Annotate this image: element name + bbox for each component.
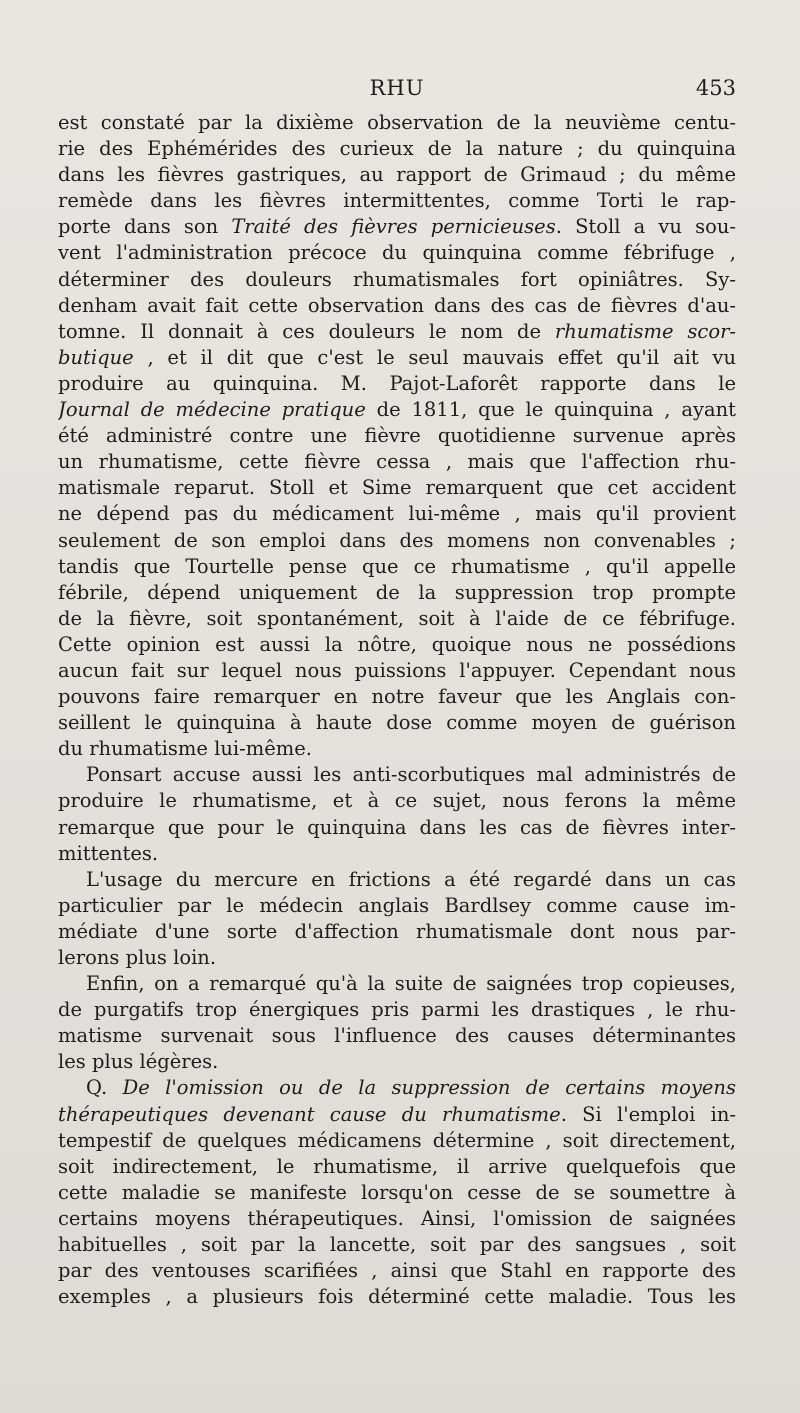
text-segment: tomne. Il donnait à ces douleurs le nom de: [58, 319, 555, 343]
text-line: [58, 214, 736, 240]
text-line: [58, 528, 736, 554]
text-line: [58, 1075, 736, 1101]
text-segment: dans les fièvres gastriques, au rapport de Grimaud ; du même: [58, 163, 736, 187]
text-line: [58, 684, 736, 710]
text-segment: remarque que pour le quinquina dans les cas de fièvres inter-: [58, 815, 736, 839]
page-number: 453: [695, 76, 736, 100]
italic-segment: De l'omission ou de la suppression de certains moyens: [122, 1076, 736, 1100]
text-line: [58, 788, 736, 814]
text-segment: matismale reparut. Stoll et Sime remarquent que cet accident: [58, 476, 736, 500]
text-line: [58, 1128, 736, 1154]
text-line: [58, 1258, 736, 1284]
text-line: [58, 1180, 736, 1206]
text-line: [58, 162, 736, 188]
text-segment: pouvons faire remarquer en notre faveur que les Anglais con-: [58, 685, 736, 709]
text-segment: denham avait fait cette observation dans des cas de fièvres d'au-: [58, 293, 736, 317]
text-segment: . Stoll a vu sou-: [555, 215, 736, 239]
body-text: [58, 110, 736, 1310]
text-line: [58, 345, 736, 371]
text-line: [58, 580, 736, 606]
text-line: [58, 658, 736, 684]
text-segment: ne dépend pas du médicament lui-même , mais qu'il provient: [58, 502, 736, 526]
text-line: [58, 919, 736, 945]
text-segment: mittentes.: [58, 841, 159, 865]
text-segment: du rhumatisme lui-même.: [58, 737, 312, 761]
text-line: [58, 267, 736, 293]
text-line: [58, 501, 736, 527]
text-segment: déterminer des douleurs rhumatismales fort opiniâtres. Sy-: [58, 267, 736, 291]
text-segment: est constaté par la dixième observation de la neuvième centu-: [58, 111, 736, 134]
italic-segment: butique: [58, 345, 134, 369]
text-line: [58, 710, 736, 736]
text-line: [58, 1023, 736, 1049]
text-segment: L'usage du mercure en frictions a été regardé dans un cas: [86, 867, 736, 891]
text-segment: lerons plus loin.: [58, 946, 217, 969]
text-line: [58, 971, 736, 997]
text-segment: de 1811, que le quinquina , ayant: [365, 398, 736, 422]
text-line: [58, 240, 736, 266]
text-segment: de la fièvre, soit spontanément, soit à l'aide de ce fébrifuge.: [58, 606, 736, 630]
text-segment: Q.: [86, 1076, 123, 1100]
text-line: [58, 423, 736, 449]
text-segment: tandis que Tourtelle pense que ce rhumatisme , qu'il appelle: [58, 554, 736, 578]
italic-segment: thérapeutiques devenant cause du rhumatisme: [58, 1102, 561, 1126]
text-segment: Enfin, on a remarqué qu'à la suite de saignées trop copieuses,: [86, 972, 736, 996]
text-segment: tempestif de quelques médicamens détermine , soit directement,: [58, 1128, 736, 1152]
text-line: [58, 397, 736, 423]
text-line: [58, 867, 736, 893]
text-segment: rie des Ephémérides des curieux de la nature ; du quinquina: [58, 137, 736, 161]
text-line: [58, 1049, 736, 1075]
running-title: RHU: [369, 76, 425, 100]
text-segment: les plus légères.: [58, 1050, 219, 1074]
text-segment: seillent le quinquina à haute dose comme moyen de guérison: [58, 711, 736, 735]
text-line: [58, 1154, 736, 1180]
text-segment: , et il dit que c'est le seul mauvais effet qu'il ait vu: [133, 345, 736, 369]
text-segment: . Si l'emploi in-: [560, 1102, 736, 1126]
text-segment: un rhumatisme, cette fièvre cessa , mais que l'affection rhu-: [58, 450, 736, 474]
text-line: [58, 1206, 736, 1232]
text-segment: de purgatifs trop énergiques pris parmi les drastiques , le rhu-: [58, 998, 736, 1022]
text-line: [58, 632, 736, 658]
text-segment: particulier par le médecin anglais Bardlsey comme cause im-: [58, 893, 736, 917]
text-segment: seulement de son emploi dans des momens non convenables ;: [58, 528, 736, 552]
text-line: [58, 319, 736, 345]
text-segment: habituelles , soit par la lancette, soit par des sangsues , soit: [58, 1233, 736, 1257]
text-line: [58, 1232, 736, 1258]
text-segment: été administré contre une fièvre quotidienne survenue après: [58, 424, 736, 448]
text-segment: vent l'administration précoce du quinquina comme fébrifuge ,: [58, 241, 736, 265]
text-segment: exemples , a plusieurs fois déterminé cette maladie. Tous les: [58, 1285, 736, 1309]
text-segment: médiate d'une sorte d'affection rhumatismale dont nous par-: [58, 919, 736, 943]
text-line: [58, 893, 736, 919]
text-segment: certains moyens thérapeutiques. Ainsi, l'omission de saignées: [58, 1206, 736, 1230]
text-line: [58, 475, 736, 501]
text-line: [58, 554, 736, 580]
text-line: [58, 449, 736, 475]
text-line: [58, 188, 736, 214]
text-segment: cette maladie se manifeste lorsqu'on cesse de se soumettre à: [58, 1180, 736, 1204]
italic-segment: Traité des fièvres pernicieuses: [231, 215, 556, 239]
text-line: [58, 841, 736, 867]
running-head: [58, 76, 736, 106]
text-line: [58, 815, 736, 841]
text-segment: porte dans son: [58, 215, 232, 239]
text-segment: soit indirectement, le rhumatisme, il arrive quelquefois que: [58, 1154, 736, 1178]
text-line: [58, 762, 736, 788]
text-segment: Ponsart accuse aussi les anti-scorbutiques mal administrés de: [86, 763, 736, 787]
italic-segment: rhumatisme scor-: [554, 319, 736, 343]
text-segment: produire au quinquina. M. Pajot-Laforêt rapporte dans le: [58, 371, 736, 395]
text-segment: matisme survenait sous l'influence des causes déterminantes: [58, 1024, 736, 1048]
text-line: [58, 110, 736, 136]
text-segment: aucun fait sur lequel nous puissions l'appuyer. Cependant nous: [58, 658, 736, 682]
text-line: [58, 371, 736, 397]
text-line: [58, 945, 736, 971]
text-segment: Cette opinion est aussi la nôtre, quoique nous ne possédions: [58, 632, 736, 656]
text-line: [58, 136, 736, 162]
text-segment: produire le rhumatisme, et à ce sujet, nous ferons la même: [58, 789, 736, 813]
text-line: [58, 293, 736, 319]
text-segment: fébrile, dépend uniquement de la suppression trop prompte: [58, 580, 736, 604]
text-segment: remède dans les fièvres intermittentes, comme Torti le rap-: [58, 189, 736, 213]
italic-segment: Journal de médecine pratique: [58, 398, 366, 422]
text-line: [58, 997, 736, 1023]
text-line: [58, 1284, 736, 1310]
text-line: [58, 736, 736, 762]
text-line: [58, 606, 736, 632]
text-segment: par des ventouses scarifiées , ainsi que Stahl en rapporte des: [58, 1259, 736, 1283]
text-line: [58, 1102, 736, 1128]
